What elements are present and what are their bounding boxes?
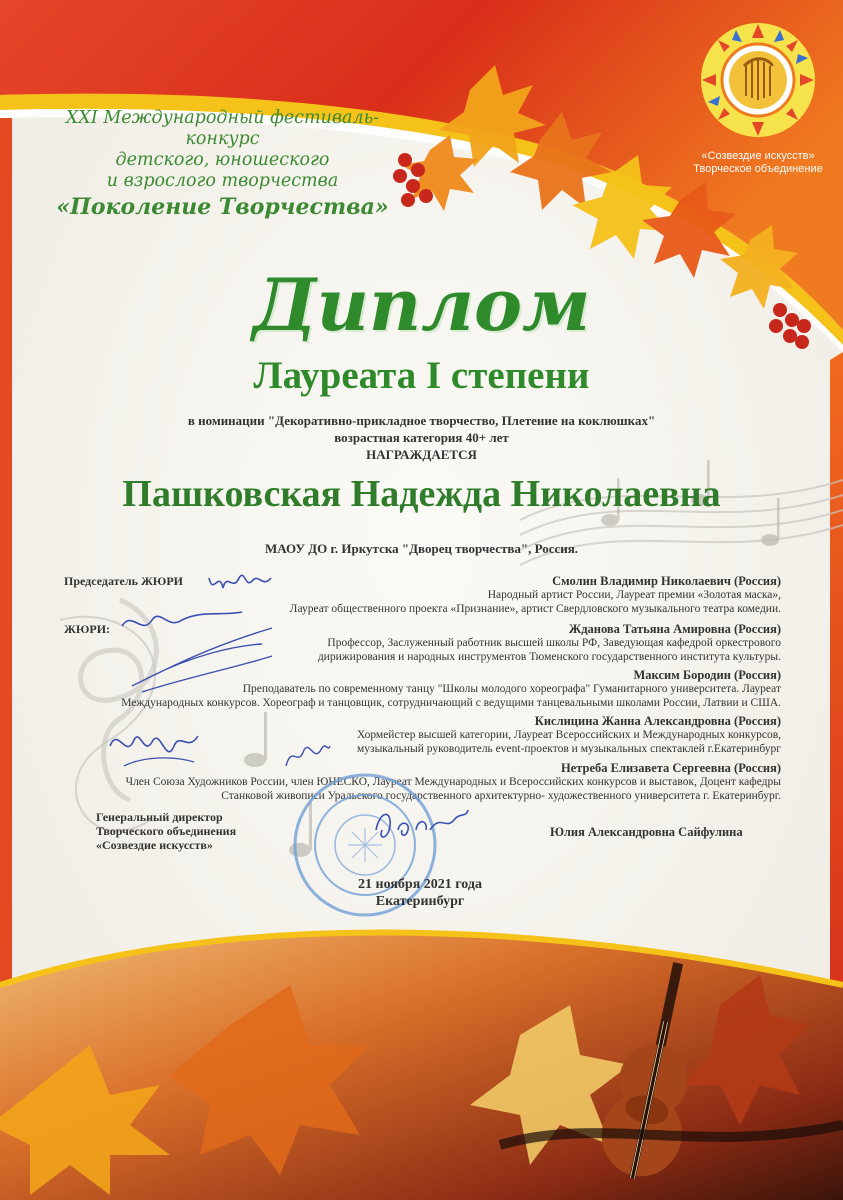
jury-member-desc: Народный артист России, Лауреат премии «Золотая маска»,: [487, 589, 781, 601]
recipient-organization: МАОУ ДО г. Иркутска "Дворец творчества", Россия.: [264, 541, 579, 556]
jury-member-desc: дирижирования и народных инструментов Тюменского государственного института культуры.: [317, 651, 781, 663]
jury-member-name: Смолин Владимир Николаевич (Россия): [552, 574, 781, 588]
festival-line-2: детского, юношеского: [115, 150, 330, 170]
autumn-violin-photo: [0, 915, 843, 1200]
jury-member-desc: Хормейстер высшей категории, Лауреат Всероссийских и Международных конкурсов,: [357, 729, 781, 741]
jury-member-1: [290, 574, 781, 616]
logo-caption-line2: Творческое объединение: [693, 163, 823, 175]
jury-member-5: [126, 761, 781, 803]
jury-member-name: Максим Бородин (Россия): [633, 668, 781, 682]
jury-label: ЖЮРИ:: [64, 622, 111, 636]
director-block: [96, 810, 236, 852]
jury-member-desc: Преподаватель по современному танцу "Школы молодого хореографа" Гуманитарного университета. Лауреат: [242, 683, 781, 695]
chairman-signature: [205, 566, 275, 598]
director-line-2: Творческого объединения: [96, 824, 237, 838]
director-signature: [370, 800, 470, 850]
issue-city: Екатеринбург: [375, 894, 465, 909]
director-line-1: Генеральный директор: [96, 810, 223, 824]
jury-signature-2: [104, 716, 204, 776]
jury-member-4: [357, 714, 781, 756]
jury-member-name: Жданова Татьяна Амировна (Россия): [568, 622, 781, 636]
director-line-3: «Созвездие искусств»: [96, 838, 213, 852]
festival-title: [40, 108, 405, 222]
jury-member-desc: Лауреат общественного проекта «Признание», артист Свердловского музыкального театра комедии.: [289, 603, 781, 615]
diploma-title: Диплом: [252, 262, 591, 347]
jury-member-desc: Международных конкурсов. Хореограф и танцовщик, сотрудничающий с ведущими танцевальными школами России, Латвии и США.: [121, 697, 781, 709]
jury-member-desc: музыкальный руководитель event-проектов и музыкальных спектаклей г.Екатеринбург: [357, 743, 781, 755]
jury-member-name: Нетреба Елизавета Сергеевна (Россия): [560, 761, 781, 775]
festival-line-1: XXI Международный фестиваль-конкурс: [65, 108, 380, 149]
age-category: возрастная категория 40+ лет: [334, 430, 509, 445]
jury-signature-3: [282, 738, 332, 774]
jury-member-desc: Станковой живописи Уральского государственного архитектурно- художественного университета г. Екатеринбург.: [221, 790, 781, 802]
festival-line-3: и взрослого творчества: [106, 171, 339, 191]
recipient-name: Пашковская Надежда Николаевна: [122, 473, 721, 515]
jury-member-2: [318, 622, 781, 664]
jury-member-desc: Профессор, Заслуженный работник высшей школы РФ, Заведующая кафедрой оркестрового: [327, 637, 781, 649]
issue-date: 21 ноября 2021 года: [358, 877, 482, 892]
nomination: в номинации "Декоративно-прикладное творчество, Плетение на коклюшках": [187, 413, 656, 428]
logo-caption-line1: «Созвездие искусств»: [701, 150, 815, 162]
logo-caption: [680, 150, 836, 176]
jury-member-name: Кислицина Жанна Александровна (Россия): [534, 714, 781, 728]
festival-name: «Поколение Творчества»: [56, 194, 389, 220]
diploma-degree: Лауреата I степени: [253, 354, 590, 397]
jury-member-desc: Член Союза Художников России, член ЮНЕСКО, Лауреат Международных и Всероссийских конкурсов и выставок, Доцент кафедры: [125, 776, 781, 788]
awarded-label: НАГРАЖДАЕТСЯ: [366, 447, 477, 462]
director-name: Юлия Александровна Сайфулина: [550, 825, 743, 839]
organization-logo: [700, 22, 816, 138]
chairman-label: Председатель ЖЮРИ: [64, 574, 183, 588]
jury-signature-1: [112, 606, 282, 696]
